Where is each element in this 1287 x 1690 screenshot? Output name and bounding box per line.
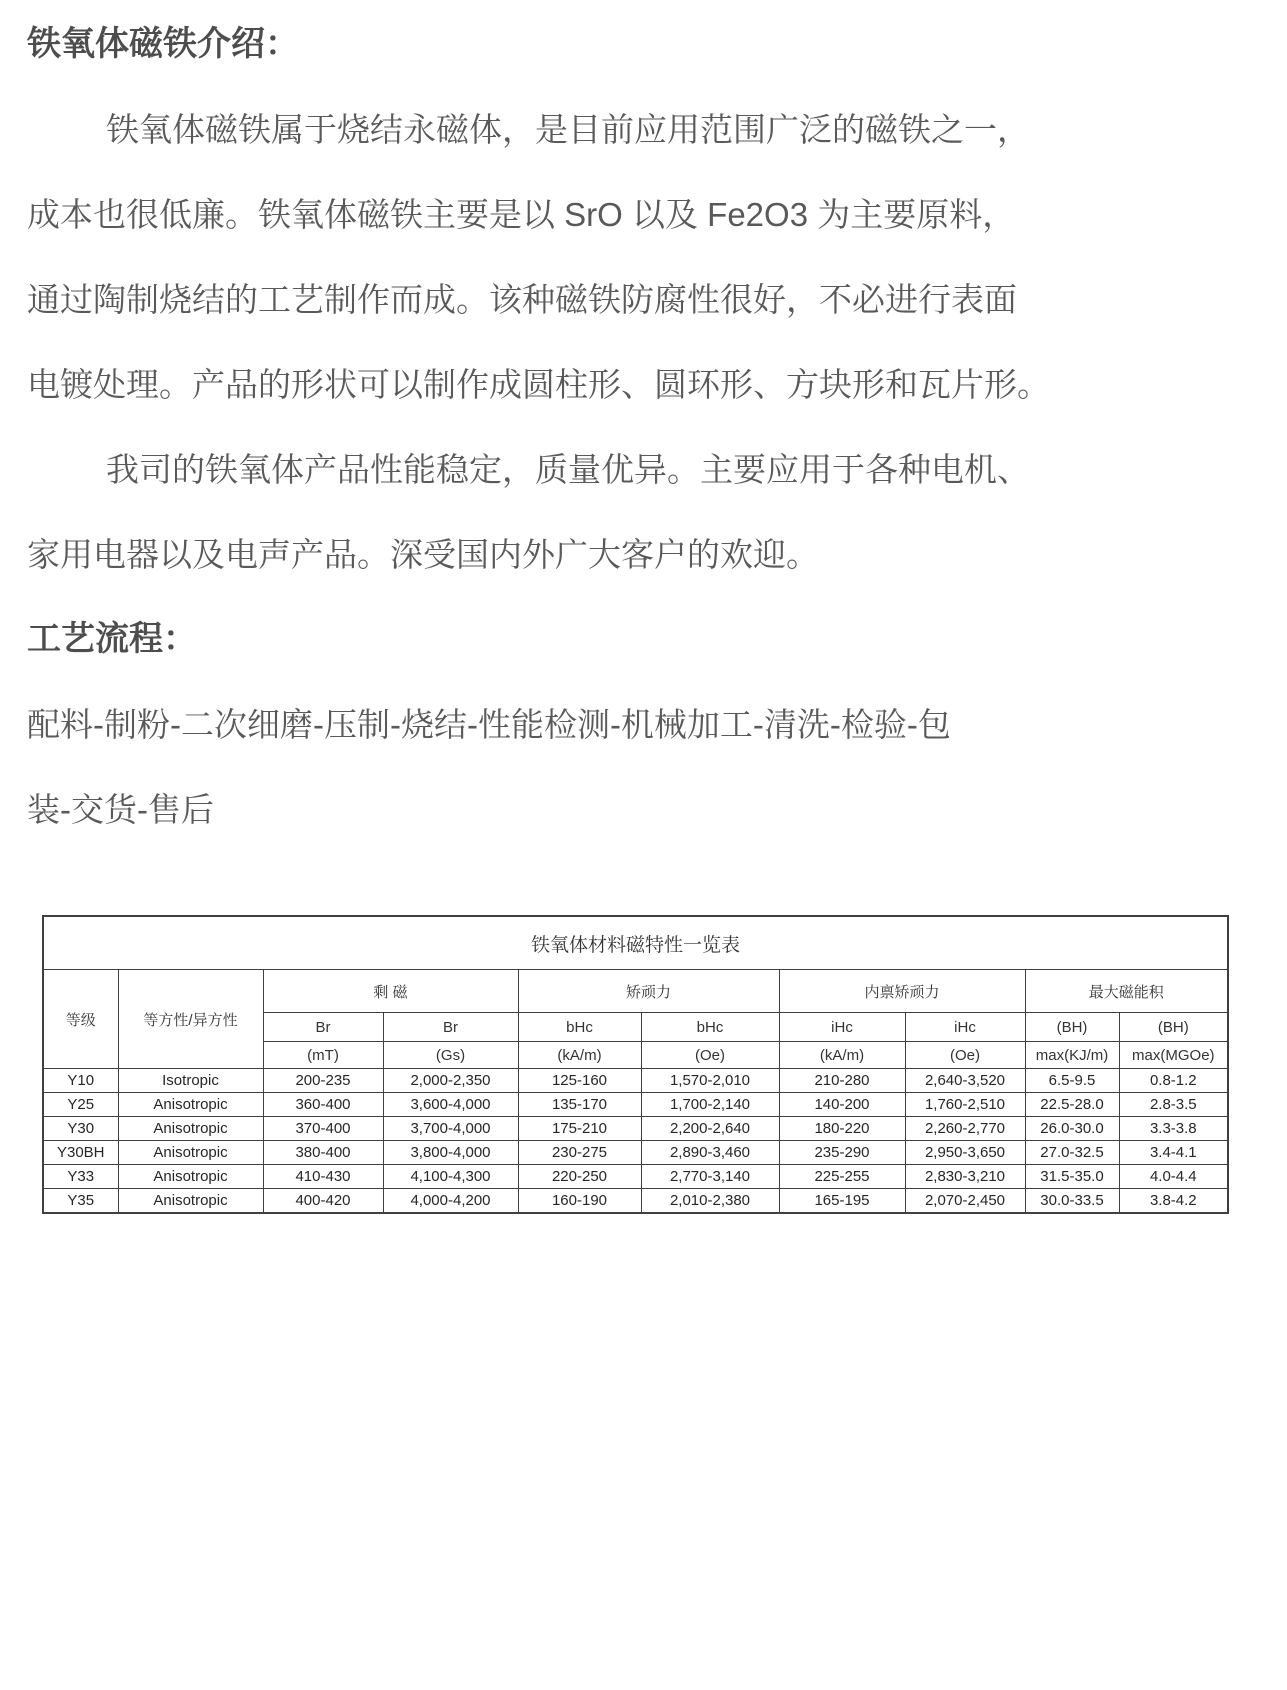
table-row-y25 bbox=[43, 1093, 1228, 1117]
table-cell: 3,700-4,000 bbox=[383, 1117, 518, 1141]
table-cell: 165-195 bbox=[779, 1189, 905, 1214]
table-cell: 370-400 bbox=[263, 1117, 383, 1141]
table-cell: 410-430 bbox=[263, 1165, 383, 1189]
table-cell: 200-235 bbox=[263, 1069, 383, 1093]
table-cell: 2,890-3,460 bbox=[641, 1141, 779, 1165]
table-cell: 2,200-2,640 bbox=[641, 1117, 779, 1141]
table-cell: Y33 bbox=[43, 1165, 118, 1189]
table-cell: Anisotropic bbox=[118, 1117, 263, 1141]
table-cell: 125-160 bbox=[518, 1069, 641, 1093]
table-cell: Y30BH bbox=[43, 1141, 118, 1165]
unit-header-gs: (Gs) bbox=[383, 1042, 518, 1069]
intro2-paragraph-line-1: 我司的铁氧体产品性能稳定，质量优异。主要应用于各种电机、 bbox=[106, 451, 1030, 488]
table-cell: 175-210 bbox=[518, 1117, 641, 1141]
table-cell: 3,600-4,000 bbox=[383, 1093, 518, 1117]
intro-paragraph-line-4: 电镀处理。产品的形状可以制作成圆柱形、圆环形、方块形和瓦片形。 bbox=[27, 366, 1050, 403]
table-cell: 235-290 bbox=[779, 1141, 905, 1165]
table-cell: 180-220 bbox=[779, 1117, 905, 1141]
intro-heading: 铁氧体磁铁介绍： bbox=[27, 25, 299, 63]
table-title-row bbox=[43, 916, 1228, 970]
table-row-y30 bbox=[43, 1117, 1228, 1141]
column-header-bh-mgoe: (BH) bbox=[1119, 1013, 1228, 1042]
column-group-remanence: 剩 磁 bbox=[263, 970, 518, 1013]
table-cell: 4,100-4,300 bbox=[383, 1165, 518, 1189]
table-cell: 2,070-2,450 bbox=[905, 1189, 1025, 1214]
table-cell: 225-255 bbox=[779, 1165, 905, 1189]
table-cell: 3,800-4,000 bbox=[383, 1141, 518, 1165]
table-cell: 2,000-2,350 bbox=[383, 1069, 518, 1093]
intro-paragraph-line-3: 通过陶制烧结的工艺制作而成。该种磁铁防腐性很好，不必进行表面 bbox=[27, 281, 1017, 318]
column-group-intrinsic-coercivity: 内禀矫顽力 bbox=[779, 970, 1025, 1013]
table-cell: 30.0-33.5 bbox=[1025, 1189, 1119, 1214]
unit-header-oe-1: (Oe) bbox=[641, 1042, 779, 1069]
table-cell: Anisotropic bbox=[118, 1165, 263, 1189]
column-group-coercivity: 矫顽力 bbox=[518, 970, 779, 1013]
table-cell: 160-190 bbox=[518, 1189, 641, 1214]
column-header-grade: 等级 bbox=[43, 970, 118, 1069]
table-cell: 230-275 bbox=[518, 1141, 641, 1165]
table-cell: 1,570-2,010 bbox=[641, 1069, 779, 1093]
table-cell: 4,000-4,200 bbox=[383, 1189, 518, 1214]
column-header-bhc-ka: bHc bbox=[518, 1013, 641, 1042]
table-row-y33 bbox=[43, 1165, 1228, 1189]
process-heading: 工艺流程： bbox=[27, 620, 197, 658]
column-header-br-gs: Br bbox=[383, 1013, 518, 1042]
table-cell: 0.8-1.2 bbox=[1119, 1069, 1228, 1093]
column-group-max-energy-product: 最大磁能积 bbox=[1025, 970, 1228, 1013]
table-cell: 3.8-4.2 bbox=[1119, 1189, 1228, 1214]
unit-header-kam-1: (kA/m) bbox=[518, 1042, 641, 1069]
table-row-y35 bbox=[43, 1189, 1228, 1214]
table-cell: 380-400 bbox=[263, 1141, 383, 1165]
unit-header-max-kjm: max(KJ/m) bbox=[1025, 1042, 1119, 1069]
table-cell: Anisotropic bbox=[118, 1093, 263, 1117]
table-row-y10 bbox=[43, 1069, 1228, 1093]
table-cell: 22.5-28.0 bbox=[1025, 1093, 1119, 1117]
unit-header-mt: (mT) bbox=[263, 1042, 383, 1069]
unit-header-max-mgoe: max(MGOe) bbox=[1119, 1042, 1228, 1069]
intro-paragraph-line-2: 成本也很低廉。铁氧体磁铁主要是以 SrO 以及 Fe2O3 为主要原料， bbox=[27, 196, 1016, 233]
column-header-bhc-oe: bHc bbox=[641, 1013, 779, 1042]
table-cell: 3.4-4.1 bbox=[1119, 1141, 1228, 1165]
table-cell: 2.8-3.5 bbox=[1119, 1093, 1228, 1117]
unit-header-kam-2: (kA/m) bbox=[779, 1042, 905, 1069]
process-flow-line-2: 装-交货-售后 bbox=[27, 791, 214, 828]
table-cell: 140-200 bbox=[779, 1093, 905, 1117]
table-cell: Anisotropic bbox=[118, 1189, 263, 1214]
table-cell: Y35 bbox=[43, 1189, 118, 1214]
table-cell: 27.0-32.5 bbox=[1025, 1141, 1119, 1165]
table-cell: 400-420 bbox=[263, 1189, 383, 1214]
table-cell: 2,260-2,770 bbox=[905, 1117, 1025, 1141]
table-cell: Y10 bbox=[43, 1069, 118, 1093]
table-cell: 135-170 bbox=[518, 1093, 641, 1117]
intro2-paragraph-line-2: 家用电器以及电声产品。深受国内外广大客户的欢迎。 bbox=[27, 536, 819, 573]
table-group-header-row bbox=[43, 970, 1228, 1013]
table-cell: 2,950-3,650 bbox=[905, 1141, 1025, 1165]
unit-header-oe-2: (Oe) bbox=[905, 1042, 1025, 1069]
table-cell: 31.5-35.0 bbox=[1025, 1165, 1119, 1189]
column-header-bh-kj: (BH) bbox=[1025, 1013, 1119, 1042]
table-cell: 3.3-3.8 bbox=[1119, 1117, 1228, 1141]
table-cell: 1,760-2,510 bbox=[905, 1093, 1025, 1117]
ferrite-properties-table bbox=[42, 915, 1229, 1214]
table-title: 铁氧体材料磁特性一览表 bbox=[43, 916, 1228, 970]
table-cell: Anisotropic bbox=[118, 1141, 263, 1165]
table-cell: 2,010-2,380 bbox=[641, 1189, 779, 1214]
table-cell: 210-280 bbox=[779, 1069, 905, 1093]
column-header-isotropy: 等方性/异方性 bbox=[118, 970, 263, 1069]
column-header-br-mt: Br bbox=[263, 1013, 383, 1042]
table-cell: 2,830-3,210 bbox=[905, 1165, 1025, 1189]
table-cell: 2,770-3,140 bbox=[641, 1165, 779, 1189]
table-cell: 26.0-30.0 bbox=[1025, 1117, 1119, 1141]
process-flow-line-1: 配料-制粉-二次细磨-压制-烧结-性能检测-机械加工-清洗-检验-包 bbox=[27, 706, 951, 743]
column-header-ihc-oe: iHc bbox=[905, 1013, 1025, 1042]
table-cell: 4.0-4.4 bbox=[1119, 1165, 1228, 1189]
table-cell: 2,640-3,520 bbox=[905, 1069, 1025, 1093]
table-cell: 220-250 bbox=[518, 1165, 641, 1189]
table-cell: Isotropic bbox=[118, 1069, 263, 1093]
intro-paragraph-line-1: 铁氧体磁铁属于烧结永磁体，是目前应用范围广泛的磁铁之一， bbox=[106, 111, 1030, 148]
table-cell: 1,700-2,140 bbox=[641, 1093, 779, 1117]
table-cell: 6.5-9.5 bbox=[1025, 1069, 1119, 1093]
table-row-y30bh bbox=[43, 1141, 1228, 1165]
table-cell: 360-400 bbox=[263, 1093, 383, 1117]
table-cell: Y30 bbox=[43, 1117, 118, 1141]
table-cell: Y25 bbox=[43, 1093, 118, 1117]
column-header-ihc-ka: iHc bbox=[779, 1013, 905, 1042]
